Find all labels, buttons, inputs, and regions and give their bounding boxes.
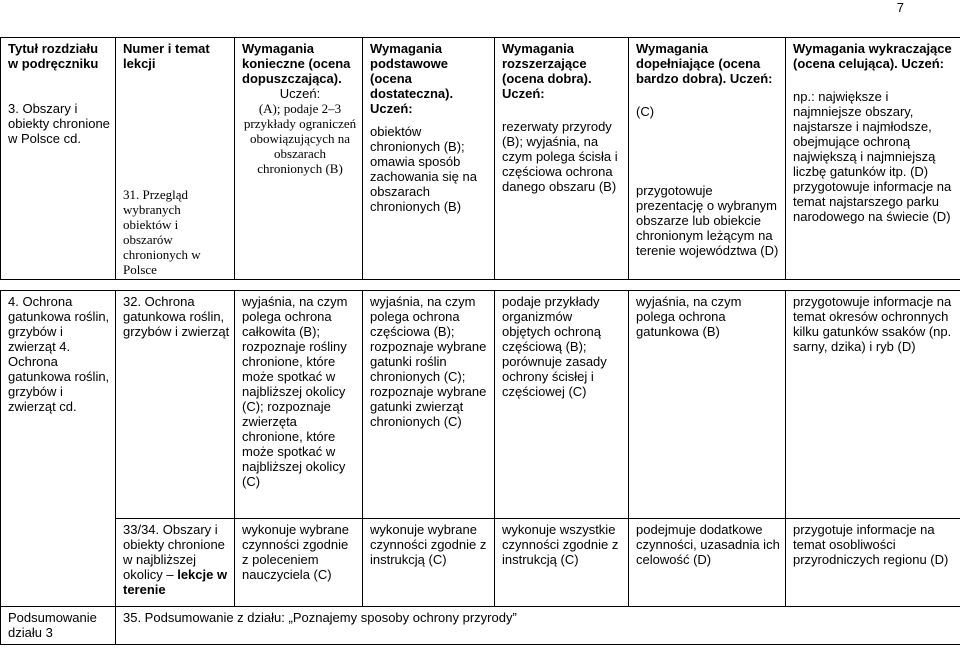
podstawowe-cell-2: wyjaśnia, na czym polega ochrona częściowa (B); rozpoznaje wybrane gatunki roślin chronionych (C); rozpoznaje wybrane gatunki zwierząt chronionych (C) <box>363 291 495 519</box>
rozszerzajace-cell-2: podaje przykłady organizmów objętych ochroną częściową (B); porównuje zasady ochrony ścisłej i częściowej (C) <box>495 291 629 519</box>
konieczne-text: (A); podaje 2–3 przykłady ograniczeń obowiązujących na obszarach chronionych (B) <box>243 101 357 176</box>
dopelniajace-cell-2: wyjaśnia, na czym polega ochrona gatunkowa (B) <box>629 291 786 519</box>
konieczne-cell-2: wyjaśnia, na czym polega ochrona całkowita (B); rozpoznaje rośliny chronione, które może spotkać w najbliższej okolicy (C); rozpoznaje zwierzęta chronione, które może spotkać w najbliższej okolicy (C) <box>235 291 363 519</box>
summary-cell: 35. Podsumowanie z działu: „Poznajemy sposoby ochrony przyrody” <box>116 607 960 645</box>
header-podstawowe: Wymagania podstawowe (ocena dostateczna). Uczeń: <box>370 41 454 116</box>
rozszerzajace-cell-3: wykonuje wszystkie czynności zgodnie z instrukcją (C) <box>495 519 629 607</box>
lesson-3-bold: lekcje w terenie <box>123 567 228 597</box>
header-dopelniajace: Wymagania dopełniające (ocena bardzo dobra). Uczeń: <box>636 41 773 86</box>
chapter-cell <box>1 38 116 280</box>
wykraczajace-cell-3: przygotuje informacje na temat osobliwości przyrodniczych regionu (D) <box>786 519 960 607</box>
wykraczajace-text-a: np.: największe i najmniejsze obszary, najstarsze i najmłodsze, obejmujące ochroną największą i najmniejszą liczbę gatunków itp. (D) <box>793 89 936 179</box>
rozszerzajace-text: rezerwaty przyrody (B); wyjaśnia, na czym polega ścisła i częściowa ochrona danego obszaru (B) <box>502 119 618 194</box>
wykraczajace-cell <box>786 38 960 280</box>
lesson-name: 31. Przegląd wybranych obiektów i obszarów chronionych w Polsce <box>123 187 201 277</box>
header-konieczne: Wymagania konieczne (ocena dopuszczająca). <box>242 41 351 86</box>
header-wykraczajace: Wymagania wykraczające (ocena celująca). Uczeń: <box>793 41 952 71</box>
rozszerzajace-cell <box>495 38 629 280</box>
wykraczajace-cell-2: przygotowuje informacje na temat okresów ochronnych kilku gatunków ssaków (np. sarny, dzika) i ryb (D) <box>786 291 960 519</box>
header-konieczne-uczen: Uczeń: <box>279 86 321 101</box>
chapter-name: 3. Obszary i obiekty chronione w Polsce cd. <box>8 101 110 146</box>
lesson-3-text: 33/34. Obszary i obiekty chronione w najbliższej okolicy – <box>123 522 225 582</box>
konieczne-cell <box>235 38 363 280</box>
dopelniajace-text-a: (C) <box>636 104 655 119</box>
podstawowe-cell-3: wykonuje wybrane czynności zgodnie z instrukcją (C) <box>363 519 495 607</box>
header-lesson: Numer i temat lekcji <box>123 41 210 71</box>
lesson-cell-2: 32. Ochrona gatunkowa roślin, grzybów i zwierząt <box>116 291 235 519</box>
lesson-cell-3 <box>116 519 235 607</box>
table-row <box>1 607 960 645</box>
chapter-cell-2: 4. Ochrona gatunkowa roślin, grzybów i zwierząt 4. Ochrona gatunkowa roślin, grzybów i zwierząt cd. <box>1 291 116 607</box>
header-chapter-title: Tytuł rozdziału w podręczniku <box>8 41 99 71</box>
lesson-cell <box>116 38 235 280</box>
chapter-cell-4: Podsumowanie działu 3 <box>1 607 116 645</box>
podstawowe-cell <box>363 38 495 280</box>
header-rozszerzajace: Wymagania rozszerzające (ocena dobra). Uczeń: <box>502 41 592 101</box>
table-row <box>1 291 960 519</box>
requirements-table <box>0 37 960 645</box>
table-row <box>1 519 960 607</box>
dopelniajace-cell <box>629 38 786 280</box>
spacer-row <box>1 280 960 291</box>
dopelniajace-cell-3: podejmuje dodatkowe czynności, uzasadnia ich celowość (D) <box>629 519 786 607</box>
page-number: 7 <box>896 0 904 15</box>
konieczne-cell-3: wykonuje wybrane czynności zgodnie z poleceniem nauczyciela (C) <box>235 519 363 607</box>
dopelniajace-text-b: przygotowuje prezentację o wybranym obszarze lub obiekcie chronionym leżącym na terenie województwa (D) <box>636 183 779 258</box>
podstawowe-text: obiektów chronionych (B); omawia sposób zachowania się na obszarach chronionych (B) <box>370 124 477 214</box>
wykraczajace-text-b: przygotowuje informacje na temat najstarszego parku narodowego na świecie (D) <box>793 179 952 224</box>
